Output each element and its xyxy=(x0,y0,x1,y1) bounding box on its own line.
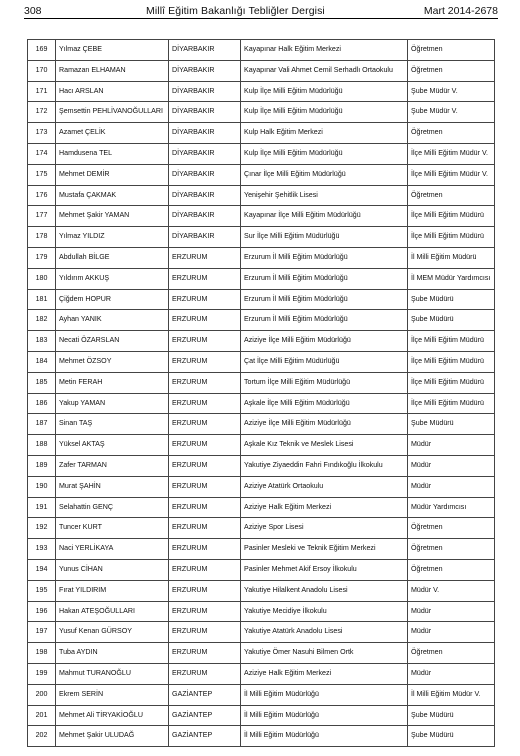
workplace-cell: Kulp İlçe Milli Eğitim Müdürlüğü xyxy=(241,102,408,123)
table-row xyxy=(28,393,495,414)
position-cell: İl MEM Müdür Yardımcısı xyxy=(408,268,495,289)
row-number-cell: 189 xyxy=(28,455,56,476)
person-name-cell: Mustafa ÇAKMAK xyxy=(56,185,169,206)
workplace-cell: Aziziye Halk Eğitim Merkezi xyxy=(241,663,408,684)
province-cell: ERZURUM xyxy=(169,310,241,331)
position-cell: Öğretmen xyxy=(408,559,495,580)
province-cell: ERZURUM xyxy=(169,393,241,414)
workplace-cell: Aşkale Kız Teknik ve Meslek Lisesi xyxy=(241,435,408,456)
table-row xyxy=(28,40,495,61)
workplace-cell: Yenişehir Şehitlik Lisesi xyxy=(241,185,408,206)
province-cell: ERZURUM xyxy=(169,601,241,622)
workplace-cell: İl Milli Eğitim Müdürlüğü xyxy=(241,726,408,747)
position-cell: Şube Müdür V. xyxy=(408,102,495,123)
table-row xyxy=(28,351,495,372)
person-name-cell: Ekrem SERİN xyxy=(56,684,169,705)
position-cell: İlçe Milli Eğitim Müdürü xyxy=(408,227,495,248)
person-name-cell: Metin FERAH xyxy=(56,372,169,393)
row-number-cell: 182 xyxy=(28,310,56,331)
position-cell: Öğretmen xyxy=(408,40,495,61)
person-name-cell: Ramazan ELHAMAN xyxy=(56,60,169,81)
person-name-cell: Mehmet Şakir YAMAN xyxy=(56,206,169,227)
province-cell: ERZURUM xyxy=(169,455,241,476)
province-cell: DİYARBAKIR xyxy=(169,164,241,185)
table-row xyxy=(28,81,495,102)
workplace-cell: Yakutiye Hilalkent Anadolu Lisesi xyxy=(241,580,408,601)
province-cell: ERZURUM xyxy=(169,247,241,268)
person-name-cell: Zafer TARMAN xyxy=(56,455,169,476)
row-number-cell: 188 xyxy=(28,435,56,456)
province-cell: DİYARBAKIR xyxy=(169,123,241,144)
table-row xyxy=(28,705,495,726)
table-row xyxy=(28,622,495,643)
workplace-cell: Yakutiye Ziyaeddin Fahri Fındıkoğlu İlkokulu xyxy=(241,455,408,476)
workplace-cell: Kulp İlçe Milli Eğitim Müdürlüğü xyxy=(241,81,408,102)
workplace-cell: Erzurum İl Milli Eğitim Müdürlüğü xyxy=(241,310,408,331)
table-row xyxy=(28,227,495,248)
row-number-cell: 177 xyxy=(28,206,56,227)
position-cell: Öğretmen xyxy=(408,60,495,81)
position-cell: Öğretmen xyxy=(408,123,495,144)
row-number-cell: 178 xyxy=(28,227,56,248)
province-cell: DİYARBAKIR xyxy=(169,185,241,206)
row-number-cell: 176 xyxy=(28,185,56,206)
position-cell: Şube Müdürü xyxy=(408,414,495,435)
person-name-cell: Mehmet ÖZSOY xyxy=(56,351,169,372)
table-row xyxy=(28,289,495,310)
province-cell: DİYARBAKIR xyxy=(169,102,241,123)
table-row xyxy=(28,476,495,497)
position-cell: Öğretmen xyxy=(408,643,495,664)
table-row xyxy=(28,518,495,539)
position-cell: İl Milli Eğitim Müdür V. xyxy=(408,684,495,705)
table-row xyxy=(28,206,495,227)
province-cell: GAZİANTEP xyxy=(169,726,241,747)
workplace-cell: Sur İlçe Milli Eğitim Müdürlüğü xyxy=(241,227,408,248)
province-cell: DİYARBAKIR xyxy=(169,227,241,248)
workplace-cell: Çat İlçe Milli Eğitim Müdürlüğü xyxy=(241,351,408,372)
position-cell: İl Milli Eğitim Müdürü xyxy=(408,247,495,268)
table-row xyxy=(28,497,495,518)
person-name-cell: Murat ŞAHİN xyxy=(56,476,169,497)
position-cell: Müdür Yardımcısı xyxy=(408,497,495,518)
province-cell: DİYARBAKIR xyxy=(169,206,241,227)
person-name-cell: Mehmet DEMİR xyxy=(56,164,169,185)
workplace-cell: Erzurum İl Milli Eğitim Müdürlüğü xyxy=(241,247,408,268)
province-cell: GAZİANTEP xyxy=(169,705,241,726)
province-cell: ERZURUM xyxy=(169,435,241,456)
province-cell: ERZURUM xyxy=(169,289,241,310)
row-number-cell: 179 xyxy=(28,247,56,268)
workplace-cell: Yakutiye Atatürk Anadolu Lisesi xyxy=(241,622,408,643)
position-cell: İlçe Milli Eğitim Müdürü xyxy=(408,393,495,414)
row-number-cell: 172 xyxy=(28,102,56,123)
row-number-cell: 173 xyxy=(28,123,56,144)
person-name-cell: Tuncer KURT xyxy=(56,518,169,539)
province-cell: DİYARBAKIR xyxy=(169,40,241,61)
row-number-cell: 174 xyxy=(28,143,56,164)
table-row xyxy=(28,726,495,747)
table-row xyxy=(28,663,495,684)
row-number-cell: 201 xyxy=(28,705,56,726)
person-name-cell: Sinan TAŞ xyxy=(56,414,169,435)
table-row xyxy=(28,123,495,144)
row-number-cell: 200 xyxy=(28,684,56,705)
workplace-cell: Kayapınar İlçe Milli Eğitim Müdürlüğü xyxy=(241,206,408,227)
person-name-cell: Yüksel AKTAŞ xyxy=(56,435,169,456)
province-cell: DİYARBAKIR xyxy=(169,143,241,164)
position-cell: Müdür xyxy=(408,622,495,643)
province-cell: ERZURUM xyxy=(169,518,241,539)
province-cell: ERZURUM xyxy=(169,372,241,393)
row-number-cell: 195 xyxy=(28,580,56,601)
position-cell: Müdür xyxy=(408,663,495,684)
position-cell: İlçe Milli Eğitim Müdürü xyxy=(408,372,495,393)
person-name-cell: Yunus CİHAN xyxy=(56,559,169,580)
province-cell: ERZURUM xyxy=(169,559,241,580)
workplace-cell: Kayapınar Halk Eğitim Merkezi xyxy=(241,40,408,61)
row-number-cell: 191 xyxy=(28,497,56,518)
person-name-cell: Abdullah BİLGE xyxy=(56,247,169,268)
person-name-cell: Ayhan YANIK xyxy=(56,310,169,331)
province-cell: GAZİANTEP xyxy=(169,684,241,705)
person-name-cell: Yılmaz YILDIZ xyxy=(56,227,169,248)
table-row xyxy=(28,268,495,289)
position-cell: Öğretmen xyxy=(408,185,495,206)
workplace-cell: İl Milli Eğitim Müdürlüğü xyxy=(241,705,408,726)
table-row xyxy=(28,414,495,435)
row-number-cell: 169 xyxy=(28,40,56,61)
row-number-cell: 196 xyxy=(28,601,56,622)
position-cell: Müdür xyxy=(408,476,495,497)
row-number-cell: 194 xyxy=(28,559,56,580)
position-cell: Öğretmen xyxy=(408,518,495,539)
province-cell: ERZURUM xyxy=(169,331,241,352)
person-name-cell: Naci YERLİKAYA xyxy=(56,539,169,560)
workplace-cell: Erzurum İl Milli Eğitim Müdürlüğü xyxy=(241,289,408,310)
position-cell: Şube Müdürü xyxy=(408,289,495,310)
row-number-cell: 185 xyxy=(28,372,56,393)
person-name-cell: Hacı ARSLAN xyxy=(56,81,169,102)
position-cell: Müdür xyxy=(408,601,495,622)
table-body xyxy=(28,40,495,747)
table-row xyxy=(28,539,495,560)
person-name-cell: Mehmet Ali TİRYAKİOĞLU xyxy=(56,705,169,726)
person-name-cell: Fırat YILDIRIM xyxy=(56,580,169,601)
person-name-cell: Şemsettin PEHLİVANOĞULLARI xyxy=(56,102,169,123)
province-cell: ERZURUM xyxy=(169,476,241,497)
person-name-cell: Hamdusena TEL xyxy=(56,143,169,164)
position-cell: Müdür V. xyxy=(408,580,495,601)
table-row xyxy=(28,164,495,185)
position-cell: Şube Müdürü xyxy=(408,726,495,747)
province-cell: ERZURUM xyxy=(169,643,241,664)
row-number-cell: 175 xyxy=(28,164,56,185)
person-name-cell: Tuba AYDIN xyxy=(56,643,169,664)
person-name-cell: Yakup YAMAN xyxy=(56,393,169,414)
position-cell: Şube Müdürü xyxy=(408,310,495,331)
row-number-cell: 170 xyxy=(28,60,56,81)
row-number-cell: 187 xyxy=(28,414,56,435)
person-name-cell: Yıldırım AKKUŞ xyxy=(56,268,169,289)
table-row xyxy=(28,372,495,393)
person-name-cell: Mehmet Şakir ULUDAĞ xyxy=(56,726,169,747)
position-cell: Şube Müdür V. xyxy=(408,81,495,102)
journal-title: Millî Eğitim Bakanlığı Tebliğler Dergisi xyxy=(146,5,325,17)
table-row xyxy=(28,331,495,352)
workplace-cell: Yakutiye Ömer Nasuhi Bilmen Ortk xyxy=(241,643,408,664)
position-cell: Müdür xyxy=(408,435,495,456)
person-name-cell: Çiğdem HOPUR xyxy=(56,289,169,310)
workplace-cell: Pasinler Mehmet Akif Ersoy İlkokulu xyxy=(241,559,408,580)
table-row xyxy=(28,60,495,81)
row-number-cell: 171 xyxy=(28,81,56,102)
workplace-cell: Pasinler Mesleki ve Teknik Eğitim Merkezi xyxy=(241,539,408,560)
province-cell: ERZURUM xyxy=(169,580,241,601)
workplace-cell: Kayapınar Vali Ahmet Cemil Serhadlı Ortaokulu xyxy=(241,60,408,81)
person-name-cell: Hakan ATEŞOĞULLARI xyxy=(56,601,169,622)
row-number-cell: 198 xyxy=(28,643,56,664)
row-number-cell: 199 xyxy=(28,663,56,684)
table-row xyxy=(28,435,495,456)
province-cell: DİYARBAKIR xyxy=(169,60,241,81)
province-cell: ERZURUM xyxy=(169,414,241,435)
table-row xyxy=(28,684,495,705)
position-cell: Şube Müdürü xyxy=(408,705,495,726)
workplace-cell: Aziziye Atatürk Ortaokulu xyxy=(241,476,408,497)
issue-info: Mart 2014-2678 xyxy=(423,5,498,17)
row-number-cell: 184 xyxy=(28,351,56,372)
workplace-cell: Kulp İlçe Milli Eğitim Müdürlüğü xyxy=(241,143,408,164)
position-cell: Müdür xyxy=(408,455,495,476)
person-name-cell: Azamet ÇELİK xyxy=(56,123,169,144)
position-cell: Öğretmen xyxy=(408,539,495,560)
table-row xyxy=(28,102,495,123)
row-number-cell: 180 xyxy=(28,268,56,289)
position-cell: İlçe Milli Eğitim Müdürü xyxy=(408,206,495,227)
workplace-cell: Aşkale İlçe Milli Eğitim Müdürlüğü xyxy=(241,393,408,414)
table-row xyxy=(28,310,495,331)
table-row xyxy=(28,643,495,664)
person-name-cell: Yılmaz ÇEBE xyxy=(56,40,169,61)
workplace-cell: Aziziye Spor Lisesi xyxy=(241,518,408,539)
table-row xyxy=(28,580,495,601)
person-name-cell: Selahattin GENÇ xyxy=(56,497,169,518)
province-cell: ERZURUM xyxy=(169,497,241,518)
province-cell: ERZURUM xyxy=(169,268,241,289)
row-number-cell: 190 xyxy=(28,476,56,497)
province-cell: ERZURUM xyxy=(169,663,241,684)
workplace-cell: Yakutiye Mecidiye İlkokulu xyxy=(241,601,408,622)
table-row xyxy=(28,143,495,164)
row-number-cell: 193 xyxy=(28,539,56,560)
row-number-cell: 186 xyxy=(28,393,56,414)
workplace-cell: Kulp Halk Eğitim Merkezi xyxy=(241,123,408,144)
table-row xyxy=(28,455,495,476)
row-number-cell: 197 xyxy=(28,622,56,643)
row-number-cell: 183 xyxy=(28,331,56,352)
province-cell: ERZURUM xyxy=(169,539,241,560)
workplace-cell: Erzurum İl Milli Eğitim Müdürlüğü xyxy=(241,268,408,289)
table-row xyxy=(28,559,495,580)
row-number-cell: 181 xyxy=(28,289,56,310)
workplace-cell: Aziziye Halk Eğitim Merkezi xyxy=(241,497,408,518)
header-rule xyxy=(24,18,498,19)
workplace-cell: Aziziye İlçe Milli Eğitim Müdürlüğü xyxy=(241,414,408,435)
table-row xyxy=(28,185,495,206)
position-cell: İlçe Milli Eğitim Müdürü xyxy=(408,351,495,372)
person-name-cell: Mahmut TURANOĞLU xyxy=(56,663,169,684)
person-name-cell: Necati ÖZARSLAN xyxy=(56,331,169,352)
province-cell: ERZURUM xyxy=(169,351,241,372)
position-cell: İlçe Milli Eğitim Müdür V. xyxy=(408,164,495,185)
workplace-cell: Aziziye İlçe Milli Eğitim Müdürlüğü xyxy=(241,331,408,352)
workplace-cell: Çınar İlçe Milli Eğitim Müdürlüğü xyxy=(241,164,408,185)
workplace-cell: İl Milli Eğitim Müdürlüğü xyxy=(241,684,408,705)
table-row xyxy=(28,601,495,622)
page-number: 308 xyxy=(24,5,42,17)
province-cell: DİYARBAKIR xyxy=(169,81,241,102)
position-cell: İlçe Milli Eğitim Müdürü xyxy=(408,331,495,352)
workplace-cell: Tortum İlçe Milli Eğitim Müdürlüğü xyxy=(241,372,408,393)
province-cell: ERZURUM xyxy=(169,622,241,643)
row-number-cell: 202 xyxy=(28,726,56,747)
person-name-cell: Yusuf Kenan GÜRSOY xyxy=(56,622,169,643)
table-row xyxy=(28,247,495,268)
personnel-table xyxy=(27,39,495,747)
position-cell: İlçe Milli Eğitim Müdür V. xyxy=(408,143,495,164)
row-number-cell: 192 xyxy=(28,518,56,539)
